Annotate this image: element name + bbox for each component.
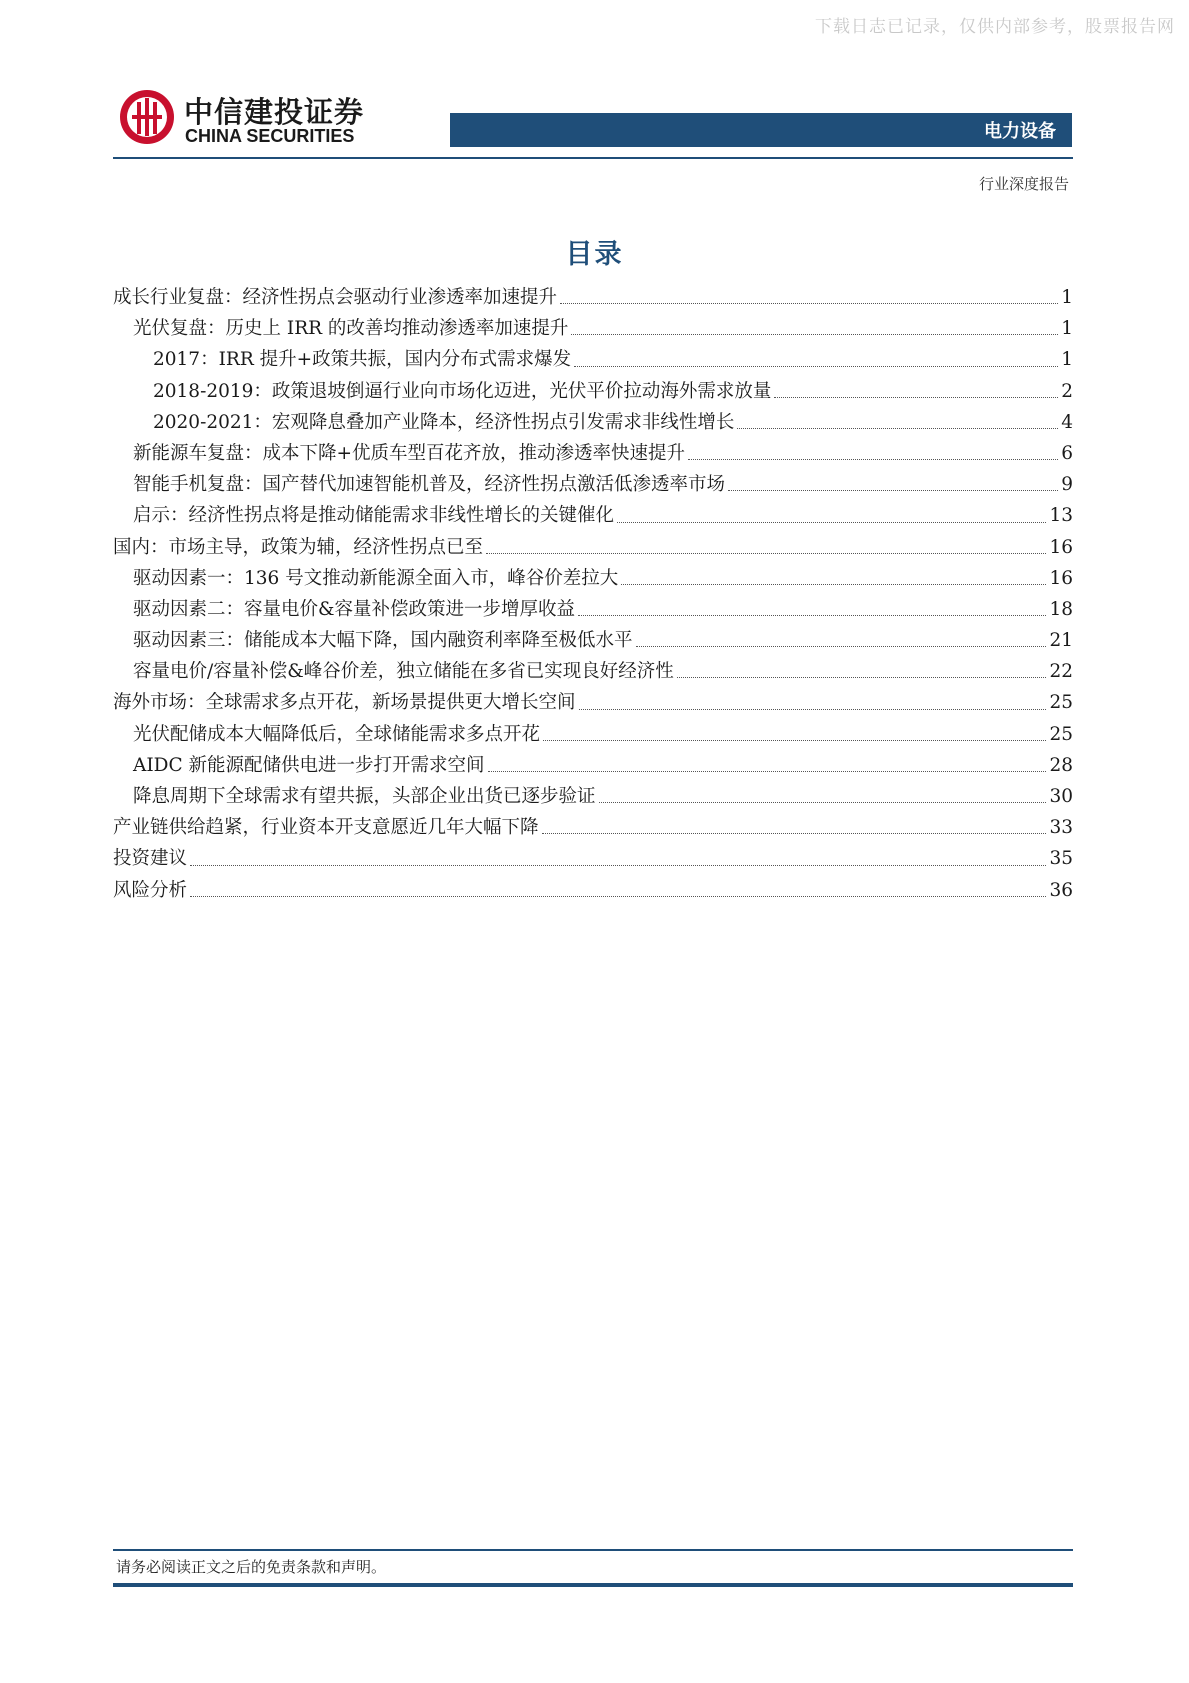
toc-entry[interactable] <box>113 407 1073 438</box>
toc-entry-page: 35 <box>1049 848 1073 870</box>
toc-leader-dots <box>543 739 1046 741</box>
toc-entry-label: 2018-2019：政策退坡倒逼行业向市场化迈进，光伏平价拉动海外需求放量 <box>153 380 772 402</box>
toc-leader-dots <box>636 645 1047 647</box>
header-divider <box>113 157 1073 159</box>
toc-leader-dots <box>560 302 1058 304</box>
sector-banner <box>450 113 1072 147</box>
toc-leader-dots <box>571 333 1058 335</box>
toc-entry[interactable] <box>113 843 1073 874</box>
toc-entry[interactable] <box>113 594 1073 625</box>
toc-entry[interactable] <box>113 812 1073 843</box>
toc-entry-page: 13 <box>1049 505 1073 527</box>
toc-entry-label: 产业链供给趋紧，行业资本开支意愿近几年大幅下降 <box>113 817 539 839</box>
toc-entry-label: 风险分析 <box>113 879 188 901</box>
toc-entry[interactable] <box>113 376 1073 407</box>
toc-entry-page: 4 <box>1061 411 1073 433</box>
toc-leader-dots <box>599 801 1047 803</box>
toc-leader-dots <box>737 427 1058 429</box>
toc-leader-dots <box>677 676 1047 678</box>
toc-entry[interactable] <box>113 781 1073 812</box>
toc-leader-dots <box>190 864 1046 866</box>
toc-entry-label: 光伏配储成本大幅降低后，全球储能需求多点开花 <box>133 723 541 745</box>
toc-entry-label: 投资建议 <box>113 848 188 870</box>
logo-english-name: CHINA SECURITIES <box>185 126 355 146</box>
sector-label: 电力设备 <box>984 121 1056 142</box>
toc-entry[interactable] <box>113 750 1073 781</box>
china-securities-emblem-icon <box>118 88 176 146</box>
toc-entry-page: 33 <box>1049 817 1073 839</box>
toc-entry[interactable] <box>113 282 1073 313</box>
toc-entry-label: 降息周期下全球需求有望共振，头部企业出货已逐步验证 <box>133 786 596 807</box>
toc-entry[interactable] <box>113 500 1073 531</box>
toc-entry-label: 光伏复盘：历史上 IRR 的改善均推动渗透率加速提升 <box>133 318 569 340</box>
toc-entry[interactable] <box>113 719 1073 750</box>
toc-leader-dots <box>578 614 1046 616</box>
report-type-label: 行业深度报告 <box>978 175 1069 193</box>
toc-leader-dots <box>774 396 1058 398</box>
footer-divider-bottom <box>113 1583 1073 1587</box>
logo-chinese-name: 中信建投证券 <box>184 95 365 129</box>
toc-entry-page: 16 <box>1049 536 1073 558</box>
toc-entry[interactable] <box>113 625 1073 656</box>
toc-entry[interactable] <box>113 469 1073 500</box>
toc-leader-dots <box>688 458 1058 460</box>
toc-entry-page: 30 <box>1049 786 1073 807</box>
toc-entry-page: 21 <box>1049 630 1073 652</box>
toc-entry[interactable] <box>113 532 1073 563</box>
watermark-text: 下载日志已记录，仅供内部参考，股票报告网 <box>815 17 1175 37</box>
toc-entry-page: 1 <box>1061 287 1073 308</box>
toc-entry-label: 国内：市场主导，政策为辅，经济性拐点已至 <box>113 536 484 558</box>
toc-leader-dots <box>190 895 1046 897</box>
toc-leader-dots <box>486 552 1046 554</box>
toc-entry-page: 22 <box>1049 661 1073 683</box>
toc-entry-page: 18 <box>1049 598 1073 620</box>
disclaimer-note: 请务必阅读正文之后的免责条款和声明。 <box>116 1558 387 1576</box>
toc-entry-page: 25 <box>1049 692 1073 714</box>
toc-entry-label: 启示：经济性拐点将是推动储能需求非线性增长的关键催化 <box>133 505 615 527</box>
toc-entry-label: 成长行业复盘：经济性拐点会驱动行业渗透率加速提升 <box>113 287 558 308</box>
toc-entry-label: 驱动因素二：容量电价&容量补偿政策进一步增厚收益 <box>133 598 575 620</box>
toc-entry[interactable] <box>113 438 1073 469</box>
toc-entry-page: 28 <box>1049 754 1073 776</box>
toc-leader-dots <box>728 489 1058 491</box>
toc-leader-dots <box>488 770 1047 772</box>
toc-entry-page: 36 <box>1049 879 1073 901</box>
toc-entry-label: 容量电价/容量补偿&峰谷价差，独立储能在多省已实现良好经济性 <box>133 661 674 683</box>
table-of-contents <box>113 282 1073 906</box>
toc-entry-label: 新能源车复盘：成本下降+优质车型百花齐放，推动渗透率快速提升 <box>133 442 686 464</box>
toc-entry-label: 海外市场：全球需求多点开花，新场景提供更大增长空间 <box>113 692 576 714</box>
toc-entry-label: AIDC 新能源配储供电进一步打开需求空间 <box>133 754 485 776</box>
toc-leader-dots <box>574 365 1058 367</box>
toc-entry[interactable] <box>113 875 1073 906</box>
toc-entry-page: 9 <box>1061 474 1073 496</box>
toc-entry-page: 6 <box>1061 442 1073 464</box>
footer-divider-top <box>113 1549 1073 1551</box>
toc-leader-dots <box>579 708 1047 710</box>
toc-leader-dots <box>617 521 1046 523</box>
toc-entry-page: 1 <box>1061 318 1073 340</box>
toc-entry-label: 2017：IRR 提升+政策共振，国内分布式需求爆发 <box>153 349 572 371</box>
toc-entry-page: 2 <box>1061 380 1073 402</box>
company-logo <box>118 88 378 150</box>
toc-entry-page: 1 <box>1061 349 1073 371</box>
toc-entry[interactable] <box>113 563 1073 594</box>
toc-entry-label: 驱动因素三：储能成本大幅下降，国内融资利率降至极低水平 <box>133 630 633 652</box>
toc-entry-label: 2020-2021：宏观降息叠加产业降本，经济性拐点引发需求非线性增长 <box>153 411 735 433</box>
toc-entry-label: 驱动因素一：136 号文推动新能源全面入市，峰谷价差拉大 <box>133 567 619 589</box>
toc-title: 目录 <box>565 239 624 270</box>
toc-entry-page: 25 <box>1049 723 1073 745</box>
toc-entry[interactable] <box>113 313 1073 344</box>
toc-entry-label: 智能手机复盘：国产替代加速智能机普及，经济性拐点激活低渗透率市场 <box>133 474 726 496</box>
toc-entry[interactable] <box>113 687 1073 718</box>
toc-leader-dots <box>542 832 1047 834</box>
toc-leader-dots <box>621 583 1046 585</box>
toc-entry[interactable] <box>113 656 1073 687</box>
toc-entry-page: 16 <box>1049 567 1073 589</box>
toc-entry[interactable] <box>113 344 1073 375</box>
